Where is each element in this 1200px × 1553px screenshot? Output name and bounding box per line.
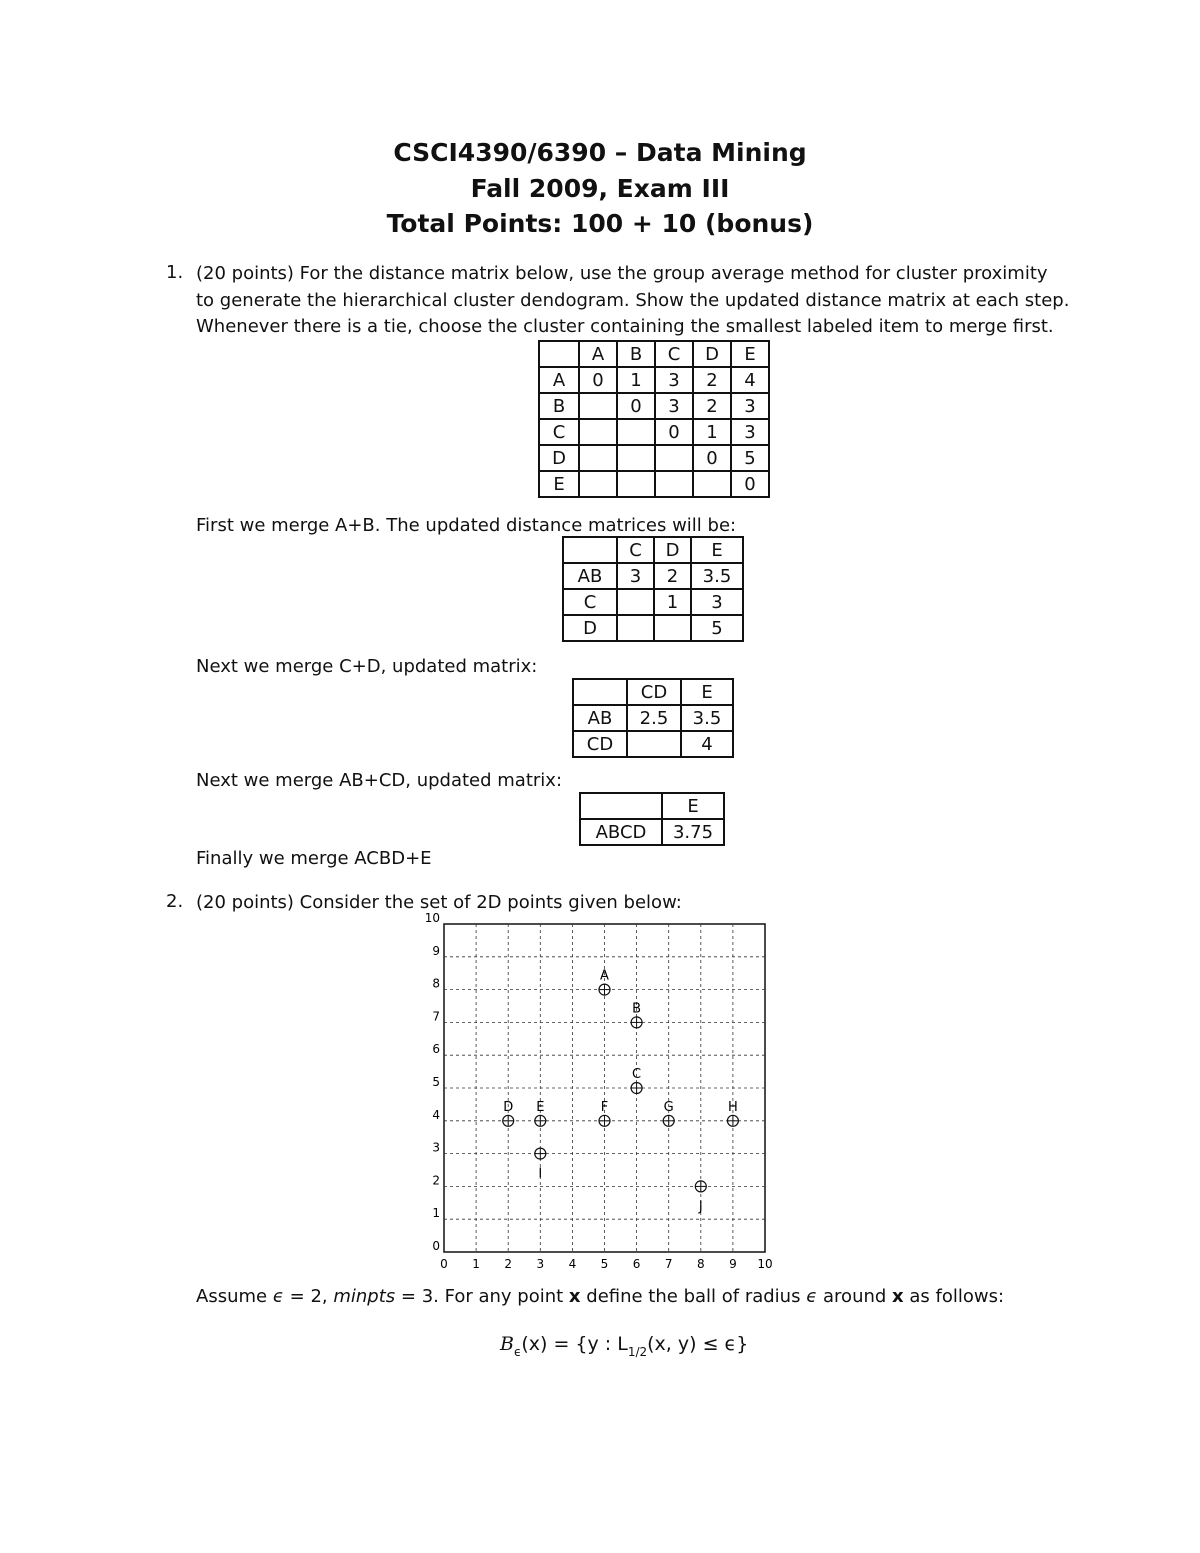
matrix-cell: 3 xyxy=(617,563,654,589)
point-label: C xyxy=(632,1067,642,1082)
matrix-cell xyxy=(655,471,693,497)
distance-matrix-step2 xyxy=(572,678,734,758)
matrix-cell: ABCD xyxy=(580,819,662,845)
formula-norm-sub: 1/2 xyxy=(627,1345,648,1359)
matrix-cell xyxy=(627,731,681,757)
y-tick-label: 2 xyxy=(432,1173,440,1188)
matrix-cell xyxy=(617,589,654,615)
matrix-cell: 1 xyxy=(654,589,691,615)
matrix-cell: E xyxy=(691,537,743,563)
matrix-cell: C xyxy=(617,537,654,563)
formula-rest: (x, y) ≤ ϵ} xyxy=(647,1333,749,1355)
x-tick-label: 2 xyxy=(504,1257,513,1271)
matrix-cell: 5 xyxy=(691,615,743,641)
matrix-cell: 3 xyxy=(691,589,743,615)
q2-number: 2. xyxy=(166,891,184,912)
distance-matrix-initial xyxy=(538,340,770,498)
matrix-row xyxy=(539,419,769,445)
matrix-cell: D xyxy=(539,445,579,471)
matrix-row xyxy=(539,471,769,497)
matrix-cell xyxy=(579,471,617,497)
q2-assumption xyxy=(196,1284,1004,1311)
matrix-cell xyxy=(617,445,655,471)
matrix-cell: CD xyxy=(573,731,627,757)
epsilon-symbol: ϵ xyxy=(272,1286,284,1307)
ball-formula xyxy=(500,1333,749,1359)
matrix-cell: 0 xyxy=(655,419,693,445)
matrix-cell: 3 xyxy=(655,367,693,393)
matrix-header-row xyxy=(539,341,769,367)
distance-matrix-step3 xyxy=(579,792,725,846)
y-tick-label: 5 xyxy=(432,1075,440,1089)
matrix-cell: C xyxy=(563,589,617,615)
point-label: H xyxy=(728,1099,738,1115)
x-tick-label: 3 xyxy=(536,1257,545,1271)
matrix-cell: 2.5 xyxy=(627,705,681,731)
y-tick-label: 8 xyxy=(432,976,440,991)
assume-mid2: = 3. For any point xyxy=(400,1286,564,1307)
matrix-row xyxy=(573,705,733,731)
matrix-cell: 2 xyxy=(693,393,731,419)
matrix-cell: C xyxy=(539,419,579,445)
x-vector: x xyxy=(892,1286,904,1307)
matrix-cell xyxy=(579,445,617,471)
formula-arg: (x) = {y : L xyxy=(521,1333,628,1355)
matrix-cell: D xyxy=(693,341,731,367)
matrix-cell: 0 xyxy=(693,445,731,471)
formula-lhs: B xyxy=(500,1333,514,1355)
matrix-cell xyxy=(617,615,654,641)
x-tick-label: 1 xyxy=(472,1257,480,1271)
matrix-row xyxy=(563,615,743,641)
exam-total-points: Total Points: 100 + 10 (bonus) xyxy=(386,209,814,238)
epsilon-symbol: ϵ xyxy=(806,1286,818,1307)
y-tick-label: 0 xyxy=(432,1239,440,1253)
matrix-cell: 0 xyxy=(617,393,655,419)
x-tick-label: 6 xyxy=(632,1257,641,1271)
matrix-cell: 1 xyxy=(617,367,655,393)
x-tick-label: 8 xyxy=(696,1257,705,1271)
matrix-row xyxy=(580,819,724,845)
matrix-cell: 4 xyxy=(731,367,769,393)
y-tick-label: 4 xyxy=(432,1107,440,1122)
matrix-cell: 3.5 xyxy=(691,563,743,589)
matrix-cell xyxy=(573,679,627,705)
point-label: F xyxy=(600,1099,609,1115)
matrix-cell: 3 xyxy=(655,393,693,419)
distance-matrix-step1 xyxy=(562,536,744,642)
matrix-cell: 3 xyxy=(731,419,769,445)
q1-line-2: to generate the hierarchical cluster dendogram. Show the updated distance matrix at each step. xyxy=(196,289,1070,311)
assume-suffix: as follows: xyxy=(909,1286,1005,1307)
matrix-cell: E xyxy=(539,471,579,497)
matrix-cell: 0 xyxy=(731,471,769,497)
matrix-row xyxy=(563,589,743,615)
assume-mid4: around xyxy=(823,1286,887,1307)
matrix-cell xyxy=(617,419,655,445)
x-vector: x xyxy=(568,1286,581,1307)
matrix-row xyxy=(539,367,769,393)
matrix-cell: E xyxy=(662,793,724,819)
q1-line-3: Whenever there is a tie, choose the cluster containing the smallest labeled item to merge first. xyxy=(196,316,1054,337)
point-label: I xyxy=(538,1166,543,1182)
matrix-cell: 5 xyxy=(731,445,769,471)
matrix-cell xyxy=(580,793,662,819)
x-tick-label: 9 xyxy=(729,1257,737,1271)
matrix-cell xyxy=(617,471,655,497)
point-label: G xyxy=(663,1099,674,1115)
minpts-var: minpts xyxy=(333,1286,396,1307)
x-tick-label: 4 xyxy=(568,1257,577,1271)
matrix-cell: 4 xyxy=(681,731,733,757)
point-label: B xyxy=(632,1001,642,1017)
point-label: E xyxy=(536,1099,545,1115)
matrix-cell: AB xyxy=(563,563,617,589)
y-tick-label: 1 xyxy=(432,1206,440,1221)
matrix-header-row xyxy=(580,793,724,819)
matrix-cell xyxy=(579,393,617,419)
matrix-cell xyxy=(539,341,579,367)
matrix-cell: 2 xyxy=(654,563,691,589)
assume-mid3: define the ball of radius xyxy=(586,1286,801,1307)
q2-text: (20 points) Consider the set of 2D points given below: xyxy=(196,892,682,913)
point-label: J xyxy=(698,1199,703,1215)
matrix-header-row xyxy=(573,679,733,705)
q1-text xyxy=(196,261,1069,341)
matrix-cell: A xyxy=(579,341,617,367)
x-tick-label: 7 xyxy=(664,1257,673,1271)
matrix-cell: AB xyxy=(573,705,627,731)
matrix-cell: D xyxy=(654,537,691,563)
matrix-cell xyxy=(693,471,731,497)
assume-prefix: Assume xyxy=(196,1286,268,1307)
point-label: D xyxy=(503,1099,514,1115)
matrix-cell: 2 xyxy=(693,367,731,393)
y-tick-label: 3 xyxy=(432,1140,440,1155)
exam-term: Fall 2009, Exam III xyxy=(470,174,730,203)
matrix-cell xyxy=(579,419,617,445)
x-tick-label: 10 xyxy=(757,1257,773,1271)
y-tick-label: 9 xyxy=(432,943,440,958)
matrix-row xyxy=(539,393,769,419)
matrix-cell: 3.5 xyxy=(681,705,733,731)
matrix-cell xyxy=(654,615,691,641)
matrix-cell xyxy=(655,445,693,471)
matrix-row xyxy=(573,731,733,757)
matrix-cell: D xyxy=(563,615,617,641)
q1-step2-text: Next we merge C+D, updated matrix: xyxy=(196,656,538,677)
x-tick-label: 5 xyxy=(600,1257,609,1271)
y-tick-label: 7 xyxy=(432,1009,440,1024)
assume-mid1: = 2, xyxy=(289,1286,328,1307)
q1-line-1: (20 points) For the distance matrix below, use the group average method for cluster proximity xyxy=(196,263,1048,284)
matrix-cell: E xyxy=(681,679,733,705)
matrix-cell xyxy=(563,537,617,563)
matrix-cell: B xyxy=(617,341,655,367)
matrix-cell: A xyxy=(539,367,579,393)
formula-sub: ϵ xyxy=(513,1345,522,1359)
y-tick-label: 6 xyxy=(432,1042,440,1057)
matrix-cell: CD xyxy=(627,679,681,705)
matrix-cell: 3.75 xyxy=(662,819,724,845)
matrix-cell: 3 xyxy=(731,393,769,419)
matrix-cell: E xyxy=(731,341,769,367)
q1-step1-text: First we merge A+B. The updated distance matrices will be: xyxy=(196,515,737,536)
matrix-row xyxy=(539,445,769,471)
matrix-cell: B xyxy=(539,393,579,419)
point-label: A xyxy=(600,968,609,984)
matrix-row xyxy=(563,563,743,589)
matrix-cell: 0 xyxy=(579,367,617,393)
y-tick-label: 10 xyxy=(424,912,440,925)
exam-title: CSCI4390/6390 – Data Mining xyxy=(393,138,807,167)
x-tick-label: 0 xyxy=(440,1257,448,1271)
matrix-cell: C xyxy=(655,341,693,367)
matrix-header-row xyxy=(563,537,743,563)
q1-final-text: Finally we merge ACBD+E xyxy=(196,848,432,869)
scatter-plot xyxy=(400,912,800,1272)
q1-step3-text: Next we merge AB+CD, updated matrix: xyxy=(196,770,563,791)
matrix-cell: 1 xyxy=(693,419,731,445)
q1-number: 1. xyxy=(166,262,184,283)
